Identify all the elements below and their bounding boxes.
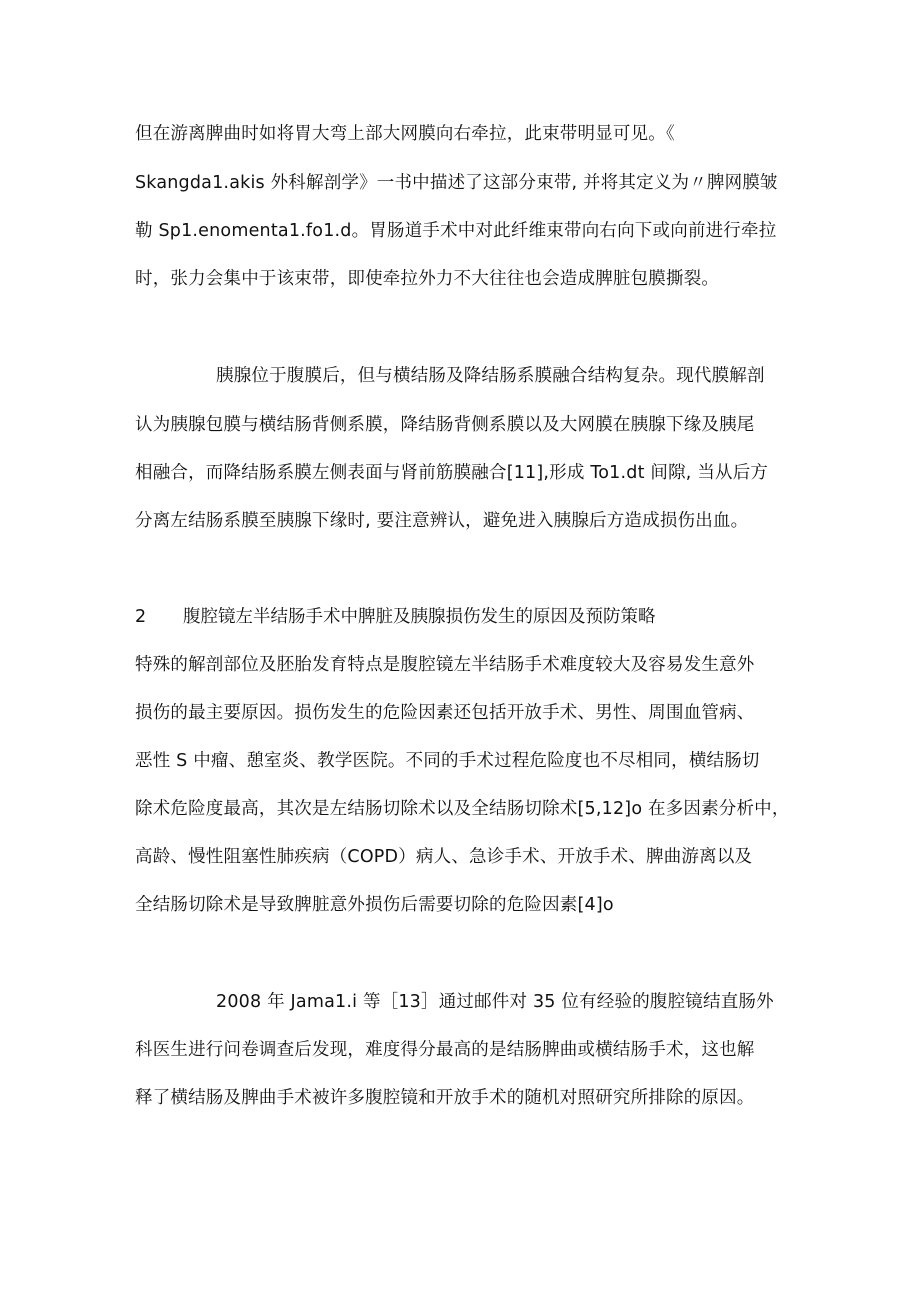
paragraph-1-line-3: 勒 Sp1.enomenta1.fo1.d。胃肠道手术中对此纤维束带向右向下或向前进行牵拉 — [135, 221, 777, 241]
section-heading-number: 2 — [135, 607, 147, 627]
paragraph-2-line-3: 相融合，而降结肠系膜左侧表面与肾前筋膜融合[11],形成 To1.dt 间隙, 当从后方 — [135, 463, 769, 483]
paragraph-1-line-1: 但在游离脾曲时如将胃大弯上部大网膜向右牵拉，此束带明显可见。《 — [135, 124, 675, 144]
paragraph-1-line-2: Skangda1.akis 外科解剖学》一书中描述了这部分束带, 并将其定义为〃脾网膜皱 — [135, 173, 778, 193]
paragraph-3-line-4: 除术危险度最高，其次是左结肠切除术以及全结肠切除术[5,12]o 在多因素分析中， — [135, 799, 790, 819]
paragraph-1-line-4: 时，张力会集中于该束带，即使牵拉外力不大往往也会造成脾脏包膜撕裂。 — [135, 269, 720, 289]
paragraph-2-line-1: 胰腺位于腹膜后，但与横结肠及降结肠系膜融合结构复杂。现代膜解剖 — [216, 366, 765, 386]
paragraph-4-line-3: 释了横结肠及脾曲手术被许多腹腔镜和开放手术的随机对照研究所排除的原因。 — [135, 1088, 755, 1108]
paragraph-4-line-2: 科医生进行问卷调查后发现，难度得分最高的是结肠脾曲或横结肠手术，这也解 — [135, 1040, 755, 1060]
paragraph-3-line-5: 高龄、慢性阻塞性肺疾病（COPD）病人、急诊手术、开放手术、脾曲游离以及 — [135, 847, 753, 867]
paragraph-4-line-1: 2008 年 Jama1.i 等［13］通过邮件对 35 位有经验的腹腔镜结直肠外 — [216, 992, 774, 1012]
paragraph-2-line-2: 认为胰腺包膜与横结肠背侧系膜，降结肠背侧系膜以及大网膜在胰腺下缘及胰尾 — [135, 415, 755, 435]
paragraph-3-line-2: 损伤的最主要原因。损伤发生的危险因素还包括开放手术、男性、周围血管病、 — [135, 703, 755, 723]
paragraph-3-line-3: 恶性 S 中瘤、憩室炎、教学医院。不同的手术过程危险度也不尽相同，横结肠切 — [135, 751, 760, 771]
paragraph-3-line-1: 特殊的解剖部位及胚胎发育特点是腹腔镜左半结肠手术难度较大及容易发生意外 — [135, 655, 755, 675]
paragraph-3-line-6: 全结肠切除术是导致脾脏意外损伤后需要切除的危险因素[4]o — [135, 895, 614, 915]
paragraph-2-line-4: 分离左结肠系膜至胰腺下缘时, 要注意辨认，避免进入胰腺后方造成损伤出血。 — [135, 511, 749, 531]
section-heading-title: 腹腔镜左半结肠手术中脾脏及胰腺损伤发生的原因及预防策略 — [183, 607, 656, 627]
